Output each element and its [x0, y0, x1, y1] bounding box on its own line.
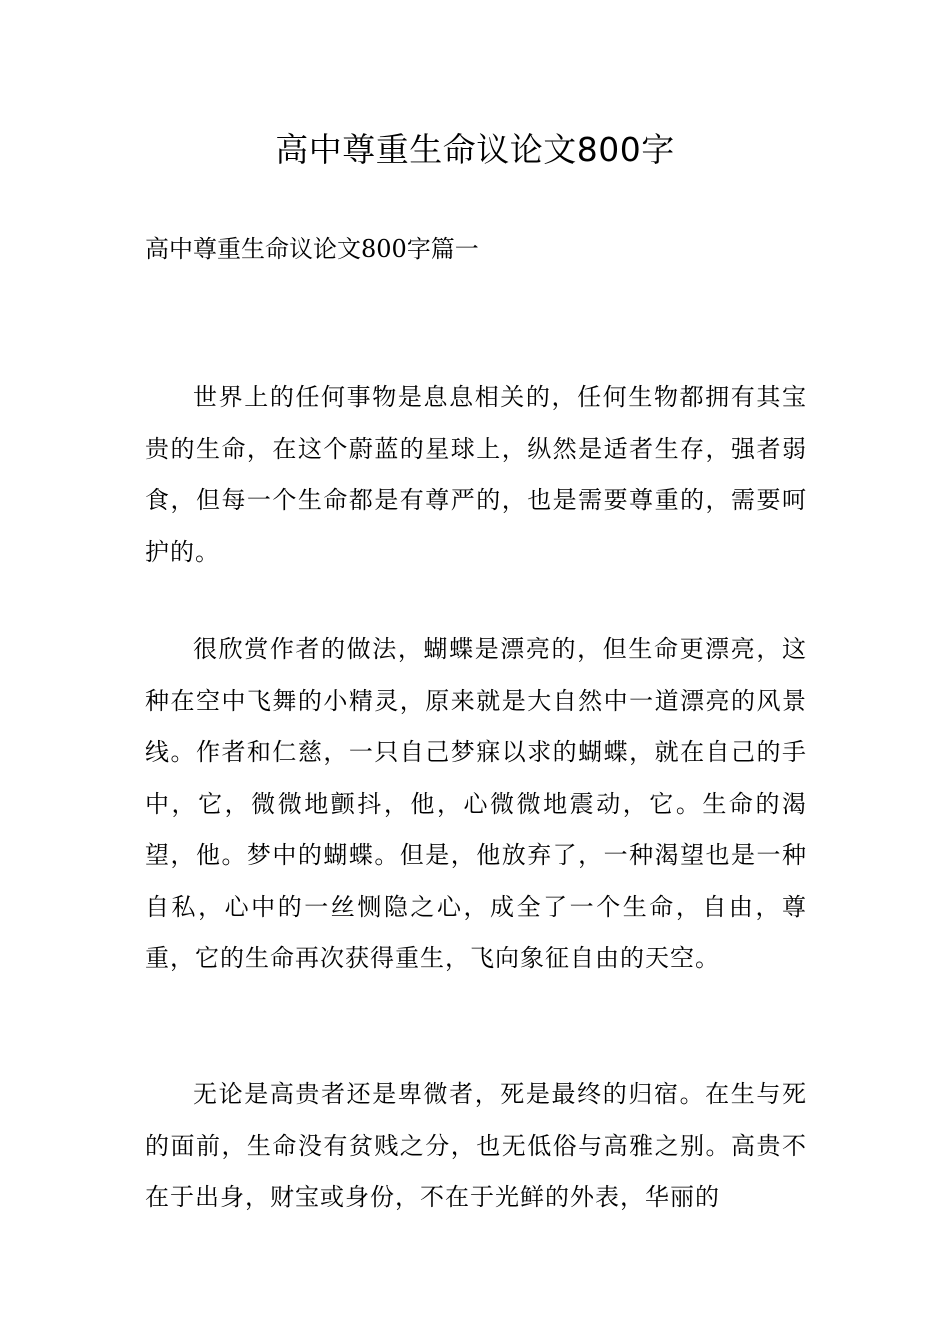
- document-title: 高中尊重生命议论文800字: [275, 130, 675, 169]
- body-paragraph-3: 无论是高贵者还是卑微者，死是最终的归宿。在生与死的面前，生命没有贫贱之分，也无低俗与高雅之别。高贵不在于出身，财宝或身份，不在于光鲜的外表，华丽的: [145, 1080, 807, 1211]
- body-paragraph-1: 世界上的任何事物是息息相关的，任何生物都拥有其宝贵的生命，在这个蔚蓝的星球上，纵然是适者生存，强者弱食，但每一个生命都是有尊严的，也是需要尊重的，需要呵护的。: [145, 383, 807, 566]
- section-heading: 高中尊重生命议论文800字篇一: [145, 235, 479, 263]
- body-paragraph-2: 很欣赏作者的做法，蝴蝶是漂亮的，但生命更漂亮，这种在空中飞舞的小精灵，原来就是大自然中一道漂亮的风景线。作者和仁慈，一只自己梦寐以求的蝴蝶，就在自己的手中，它，微微地颤抖，他，心微微地震动，它。生命的渴望，他。梦中的蝴蝶。但是，他放弃了，一种渴望也是一种自私，心中的一丝恻隐之心，成全了一个生命，自由，尊重，它的生命再次获得重生，飞向象征自由的天空。: [145, 635, 807, 972]
